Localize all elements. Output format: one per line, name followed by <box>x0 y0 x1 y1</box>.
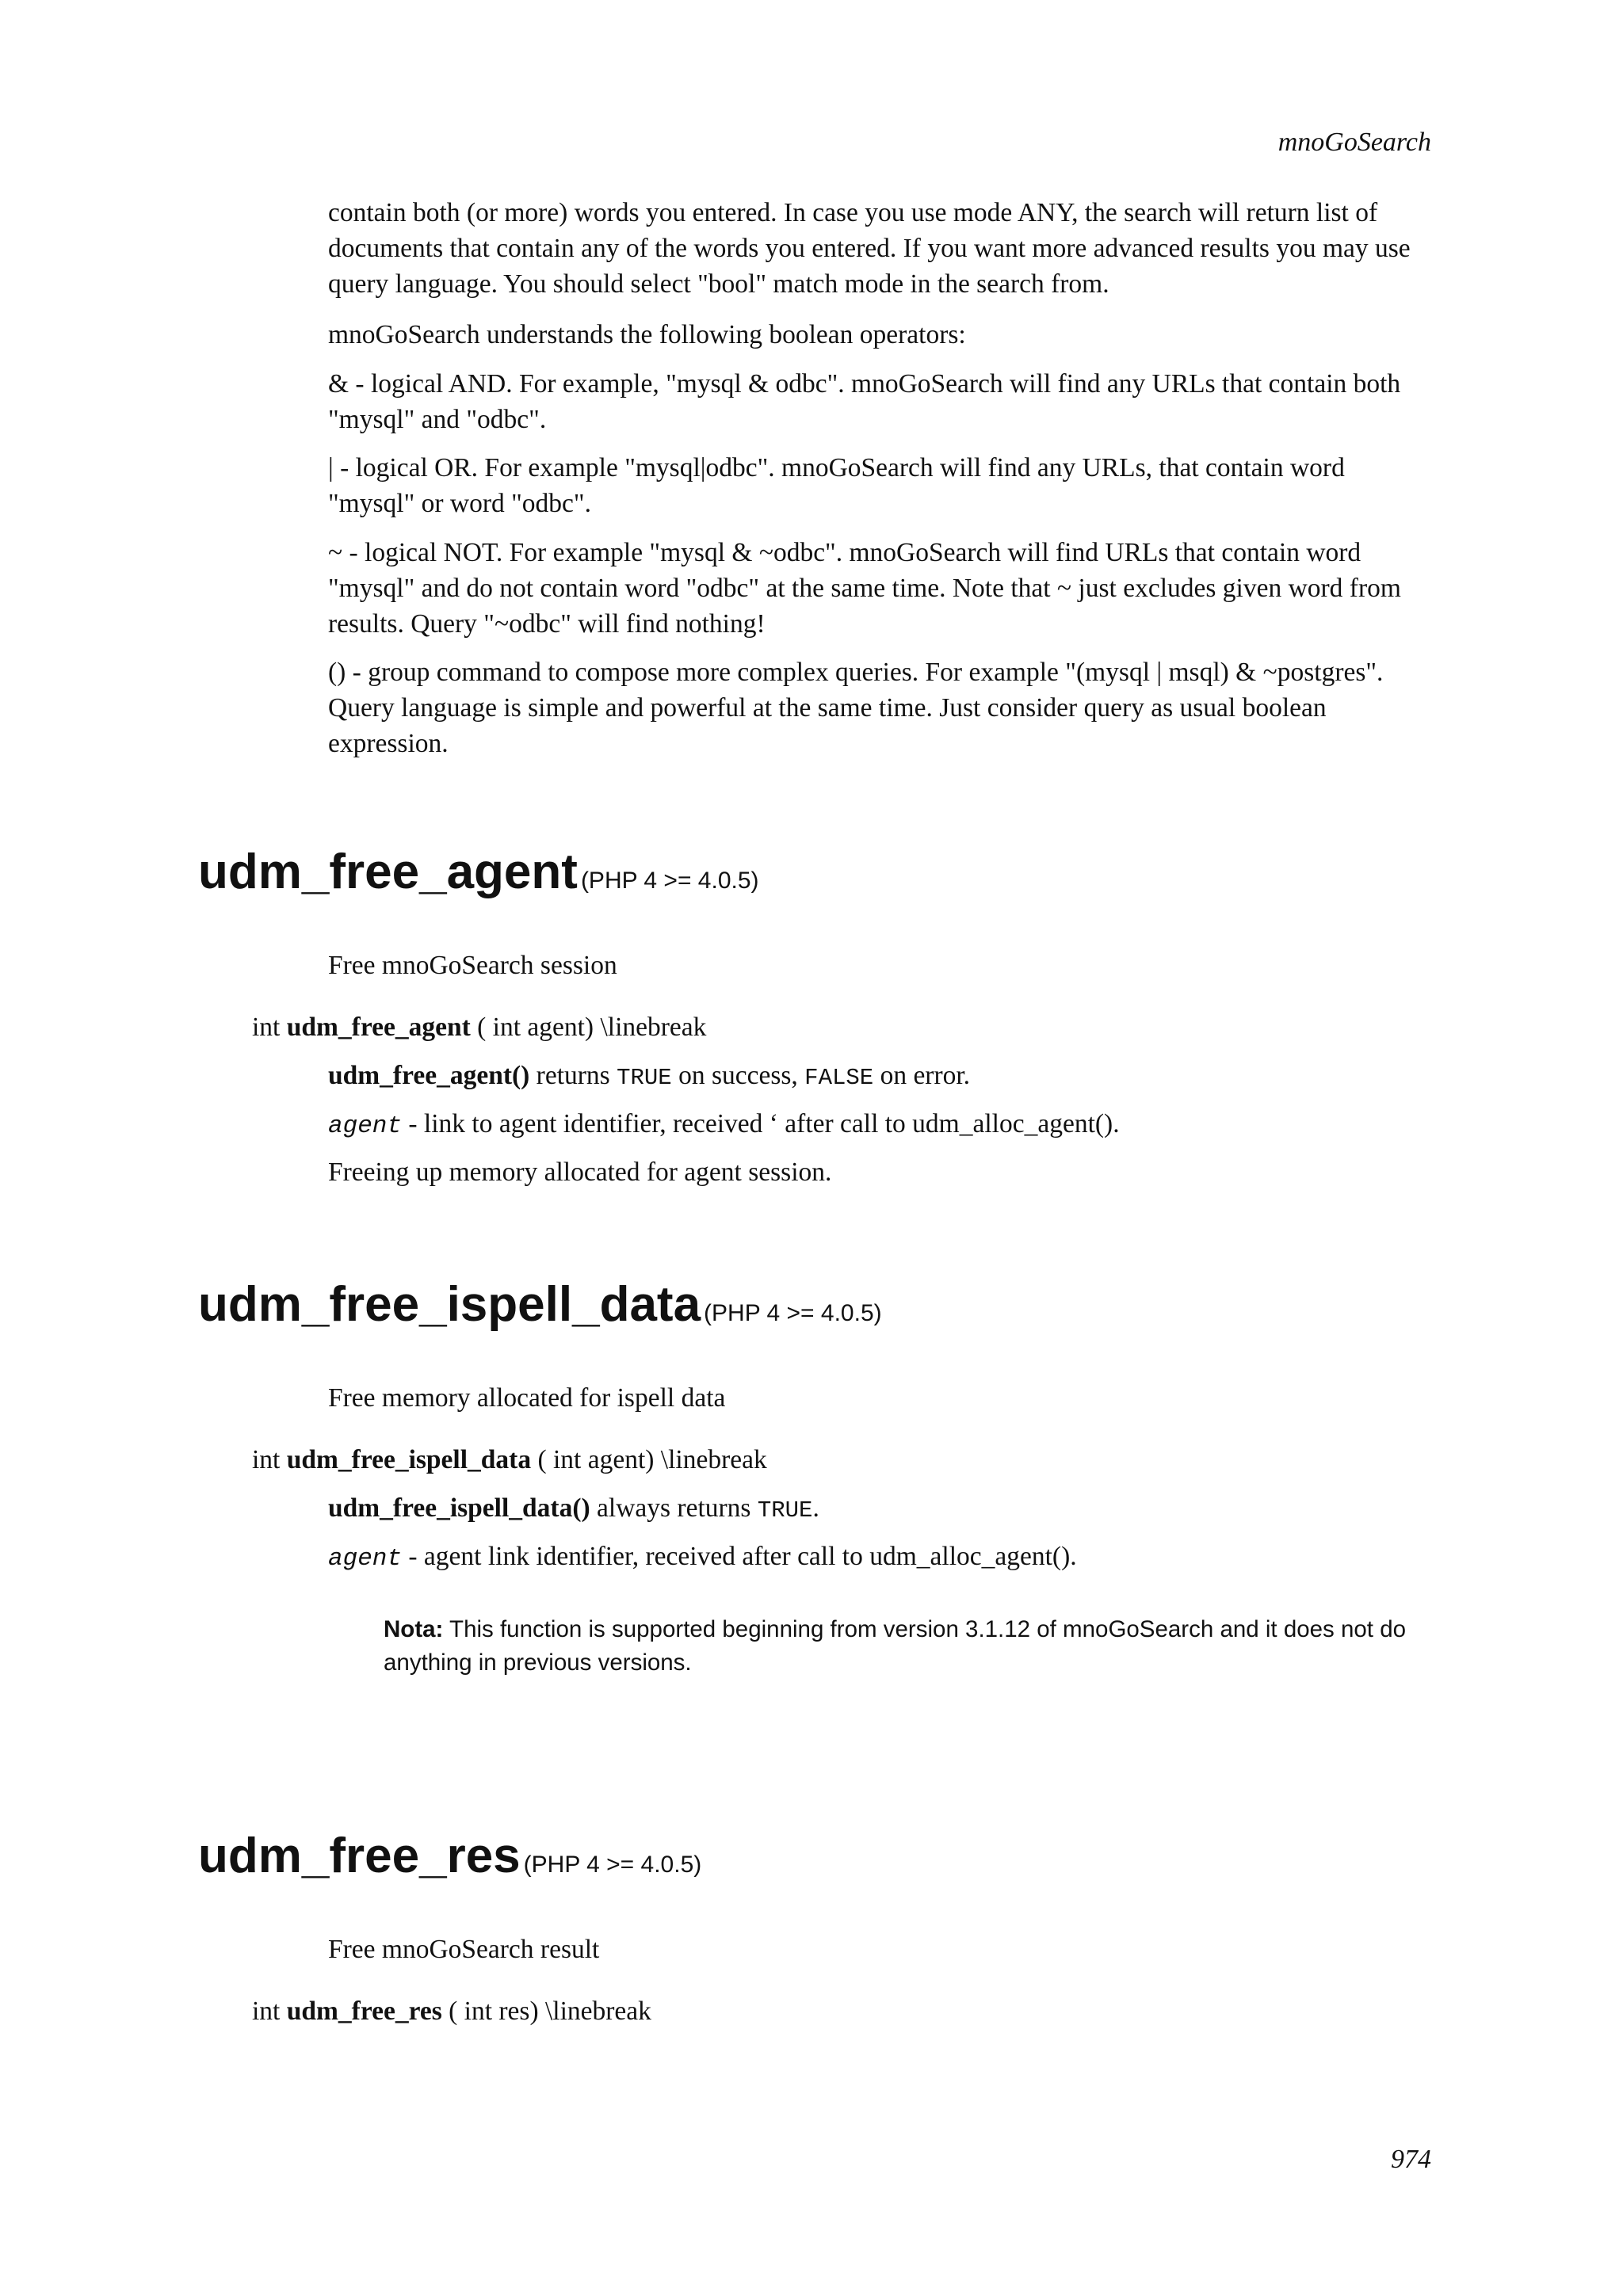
function-synopsis: int udm_free_ispell_data ( int agent) \linebreak <box>252 1445 767 1474</box>
function-name: udm_free_ispell_data <box>198 1277 701 1332</box>
note-box <box>384 1613 1438 1680</box>
operator-and: & - logical AND. For example, "mysql & odbc". mnoGoSearch will find any URLs that contain both "mysql" and "odbc". <box>328 369 1401 434</box>
function-purpose: Free mnoGoSearch result <box>328 1935 600 1964</box>
parameter-description: agent - agent link identifier, received after call to udm_alloc_agent(). <box>328 1542 1077 1573</box>
return-value: udm_free_ispell_data() always returns TRUE. <box>328 1493 819 1524</box>
note-text: This function is supported beginning from version 3.1.12 of mnoGoSearch and it does not do anything in previous versions. <box>384 1616 1407 1676</box>
function-name: udm_free_agent <box>198 845 578 899</box>
section-title-udm-free-ispell-data <box>198 1277 882 1333</box>
php-version: (PHP 4 >= 4.0.5) <box>523 1852 702 1878</box>
operator-or: | - logical OR. For example "mysql|odbc". mnoGoSearch will find any URLs, that contain word "mysql" or word "odbc". <box>328 453 1345 518</box>
section-title-udm-free-agent <box>198 845 759 900</box>
function-synopsis: int udm_free_res ( int res) \linebreak <box>252 1997 651 2026</box>
operator-not: ~ - logical NOT. For example "mysql & ~odbc". mnoGoSearch will find URLs that contain word "mysql" and do not contain word "odbc" at the same time. Note that ~ just excludes given word from results. Query "~odbc" will find nothing! <box>328 538 1401 639</box>
function-name: udm_free_res <box>198 1829 521 1883</box>
function-description: Freeing up memory allocated for agent session. <box>328 1158 832 1187</box>
running-header: mnoGoSearch <box>1277 128 1431 157</box>
function-purpose: Free memory allocated for ispell data <box>328 1383 726 1413</box>
intro-paragraph-2: mnoGoSearch understands the following boolean operators: <box>328 320 966 349</box>
php-version: (PHP 4 >= 4.0.5) <box>704 1300 882 1326</box>
parameter-description: agent - link to agent identifier, received ‘ after call to udm_alloc_agent(). <box>328 1109 1120 1140</box>
php-version: (PHP 4 >= 4.0.5) <box>580 868 759 894</box>
intro-paragraph-1: contain both (or more) words you entered. In case you use mode ANY, the search will return list of documents that contain any of the words you entered. If you want more advanced results you may use query language. You should select "bool" match mode in the search from. <box>328 198 1411 299</box>
function-purpose: Free mnoGoSearch session <box>328 951 617 980</box>
function-synopsis: int udm_free_agent ( int agent) \linebreak <box>252 1013 707 1042</box>
return-value: udm_free_agent() returns TRUE on success, FALSE on error. <box>328 1061 971 1091</box>
note-label: Nota: <box>384 1616 444 1642</box>
page-number: 974 <box>1391 2145 1431 2174</box>
section-title-udm-free-res <box>198 1829 701 1884</box>
operator-group: () - group command to compose more complex queries. For example "(mysql | msql) & ~postgres". Query language is simple and powerful at the same time. Just consider query as usual boolean expression. <box>328 658 1384 758</box>
